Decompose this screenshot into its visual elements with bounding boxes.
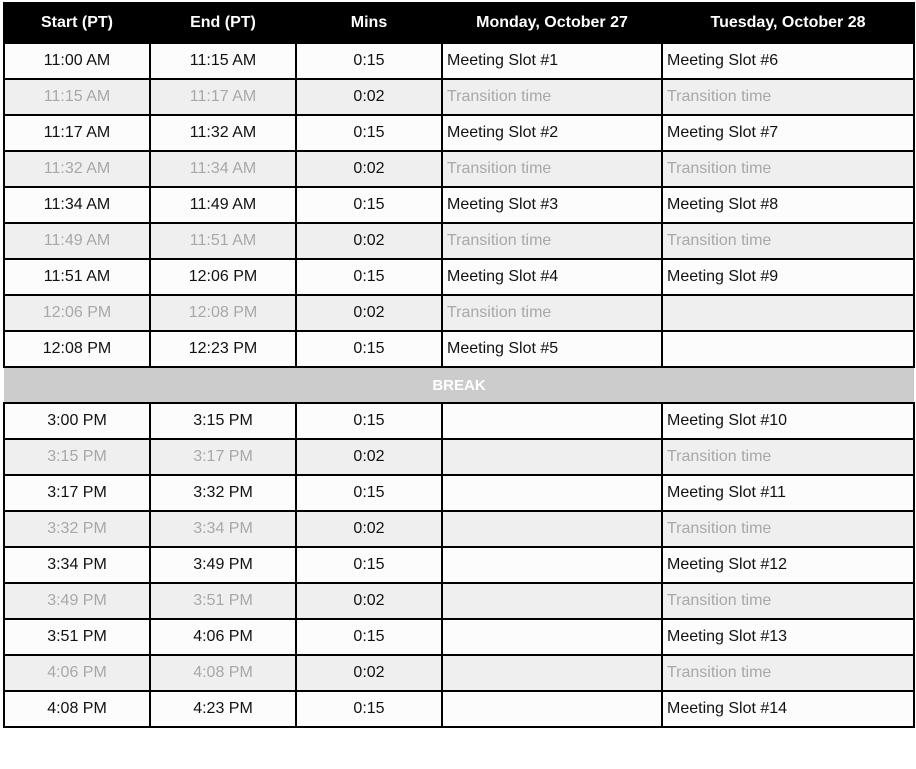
transition-row <box>4 151 914 187</box>
tuesday-cell: Transition time <box>662 151 914 187</box>
duration-cell: 0:15 <box>296 619 442 655</box>
tuesday-cell: Transition time <box>662 583 914 619</box>
schedule-container <box>3 2 915 728</box>
transition-row <box>4 511 914 547</box>
tuesday-cell: Meeting Slot #9 <box>662 259 914 295</box>
start-time-cell: 11:32 AM <box>4 151 150 187</box>
duration-cell: 0:02 <box>296 295 442 331</box>
end-time-cell: 4:08 PM <box>150 655 296 691</box>
header-mins: Mins <box>296 3 442 43</box>
start-time-cell: 11:34 AM <box>4 187 150 223</box>
duration-cell: 0:15 <box>296 403 442 439</box>
break-row <box>4 367 914 403</box>
duration-cell: 0:02 <box>296 151 442 187</box>
monday-cell: Transition time <box>442 79 662 115</box>
end-time-cell: 11:15 AM <box>150 43 296 79</box>
end-time-cell: 3:51 PM <box>150 583 296 619</box>
start-time-cell: 11:49 AM <box>4 223 150 259</box>
monday-cell: Meeting Slot #1 <box>442 43 662 79</box>
monday-cell <box>442 583 662 619</box>
break-label: BREAK <box>4 367 914 403</box>
duration-cell: 0:15 <box>296 259 442 295</box>
transition-row <box>4 583 914 619</box>
tuesday-cell <box>662 295 914 331</box>
start-time-cell: 3:34 PM <box>4 547 150 583</box>
duration-cell: 0:15 <box>296 43 442 79</box>
end-time-cell: 3:17 PM <box>150 439 296 475</box>
transition-row <box>4 295 914 331</box>
tuesday-cell: Meeting Slot #8 <box>662 187 914 223</box>
start-time-cell: 3:00 PM <box>4 403 150 439</box>
start-time-cell: 12:06 PM <box>4 295 150 331</box>
start-time-cell: 11:17 AM <box>4 115 150 151</box>
tuesday-cell: Meeting Slot #13 <box>662 619 914 655</box>
end-time-cell: 11:17 AM <box>150 79 296 115</box>
transition-row <box>4 439 914 475</box>
start-time-cell: 4:08 PM <box>4 691 150 727</box>
tuesday-cell: Meeting Slot #6 <box>662 43 914 79</box>
duration-cell: 0:15 <box>296 691 442 727</box>
tuesday-cell: Transition time <box>662 223 914 259</box>
monday-cell <box>442 619 662 655</box>
duration-cell: 0:15 <box>296 187 442 223</box>
monday-cell: Meeting Slot #4 <box>442 259 662 295</box>
meeting-row <box>4 115 914 151</box>
end-time-cell: 3:49 PM <box>150 547 296 583</box>
start-time-cell: 3:17 PM <box>4 475 150 511</box>
monday-cell: Meeting Slot #3 <box>442 187 662 223</box>
duration-cell: 0:15 <box>296 115 442 151</box>
transition-row <box>4 79 914 115</box>
monday-cell <box>442 403 662 439</box>
duration-cell: 0:02 <box>296 79 442 115</box>
tuesday-cell <box>662 331 914 367</box>
monday-cell <box>442 655 662 691</box>
tuesday-cell: Meeting Slot #12 <box>662 547 914 583</box>
end-time-cell: 11:51 AM <box>150 223 296 259</box>
monday-cell <box>442 511 662 547</box>
header-start: Start (PT) <box>4 3 150 43</box>
start-time-cell: 3:15 PM <box>4 439 150 475</box>
duration-cell: 0:02 <box>296 223 442 259</box>
meeting-row <box>4 259 914 295</box>
duration-cell: 0:15 <box>296 475 442 511</box>
start-time-cell: 3:32 PM <box>4 511 150 547</box>
meeting-row <box>4 475 914 511</box>
tuesday-cell: Meeting Slot #11 <box>662 475 914 511</box>
transition-row <box>4 223 914 259</box>
monday-cell <box>442 691 662 727</box>
monday-cell: Meeting Slot #5 <box>442 331 662 367</box>
header-monday: Monday, October 27 <box>442 3 662 43</box>
tuesday-cell: Transition time <box>662 79 914 115</box>
table-header <box>4 3 914 43</box>
monday-cell <box>442 439 662 475</box>
end-time-cell: 4:06 PM <box>150 619 296 655</box>
tuesday-cell: Transition time <box>662 511 914 547</box>
end-time-cell: 3:15 PM <box>150 403 296 439</box>
monday-cell: Transition time <box>442 151 662 187</box>
monday-cell: Meeting Slot #2 <box>442 115 662 151</box>
start-time-cell: 3:51 PM <box>4 619 150 655</box>
meeting-row <box>4 187 914 223</box>
transition-row <box>4 655 914 691</box>
break-section <box>4 367 914 403</box>
end-time-cell: 3:34 PM <box>150 511 296 547</box>
start-time-cell: 12:08 PM <box>4 331 150 367</box>
meeting-row <box>4 619 914 655</box>
header-row <box>4 3 914 43</box>
meeting-row <box>4 547 914 583</box>
meeting-row <box>4 691 914 727</box>
tuesday-cell: Meeting Slot #10 <box>662 403 914 439</box>
monday-cell <box>442 547 662 583</box>
duration-cell: 0:15 <box>296 331 442 367</box>
duration-cell: 0:02 <box>296 439 442 475</box>
tuesday-cell: Transition time <box>662 655 914 691</box>
duration-cell: 0:02 <box>296 655 442 691</box>
end-time-cell: 11:34 AM <box>150 151 296 187</box>
schedule-table <box>3 2 915 728</box>
end-time-cell: 11:32 AM <box>150 115 296 151</box>
end-time-cell: 12:23 PM <box>150 331 296 367</box>
start-time-cell: 4:06 PM <box>4 655 150 691</box>
tuesday-cell: Transition time <box>662 439 914 475</box>
monday-cell: Transition time <box>442 223 662 259</box>
end-time-cell: 12:06 PM <box>150 259 296 295</box>
meeting-row <box>4 403 914 439</box>
duration-cell: 0:02 <box>296 511 442 547</box>
meeting-row <box>4 43 914 79</box>
morning-section <box>4 43 914 367</box>
end-time-cell: 11:49 AM <box>150 187 296 223</box>
duration-cell: 0:15 <box>296 547 442 583</box>
monday-cell: Transition time <box>442 295 662 331</box>
start-time-cell: 11:51 AM <box>4 259 150 295</box>
start-time-cell: 3:49 PM <box>4 583 150 619</box>
duration-cell: 0:02 <box>296 583 442 619</box>
end-time-cell: 3:32 PM <box>150 475 296 511</box>
afternoon-section <box>4 403 914 727</box>
tuesday-cell: Meeting Slot #14 <box>662 691 914 727</box>
tuesday-cell: Meeting Slot #7 <box>662 115 914 151</box>
header-tuesday: Tuesday, October 28 <box>662 3 914 43</box>
start-time-cell: 11:00 AM <box>4 43 150 79</box>
start-time-cell: 11:15 AM <box>4 79 150 115</box>
end-time-cell: 4:23 PM <box>150 691 296 727</box>
monday-cell <box>442 475 662 511</box>
meeting-row <box>4 331 914 367</box>
end-time-cell: 12:08 PM <box>150 295 296 331</box>
header-end: End (PT) <box>150 3 296 43</box>
